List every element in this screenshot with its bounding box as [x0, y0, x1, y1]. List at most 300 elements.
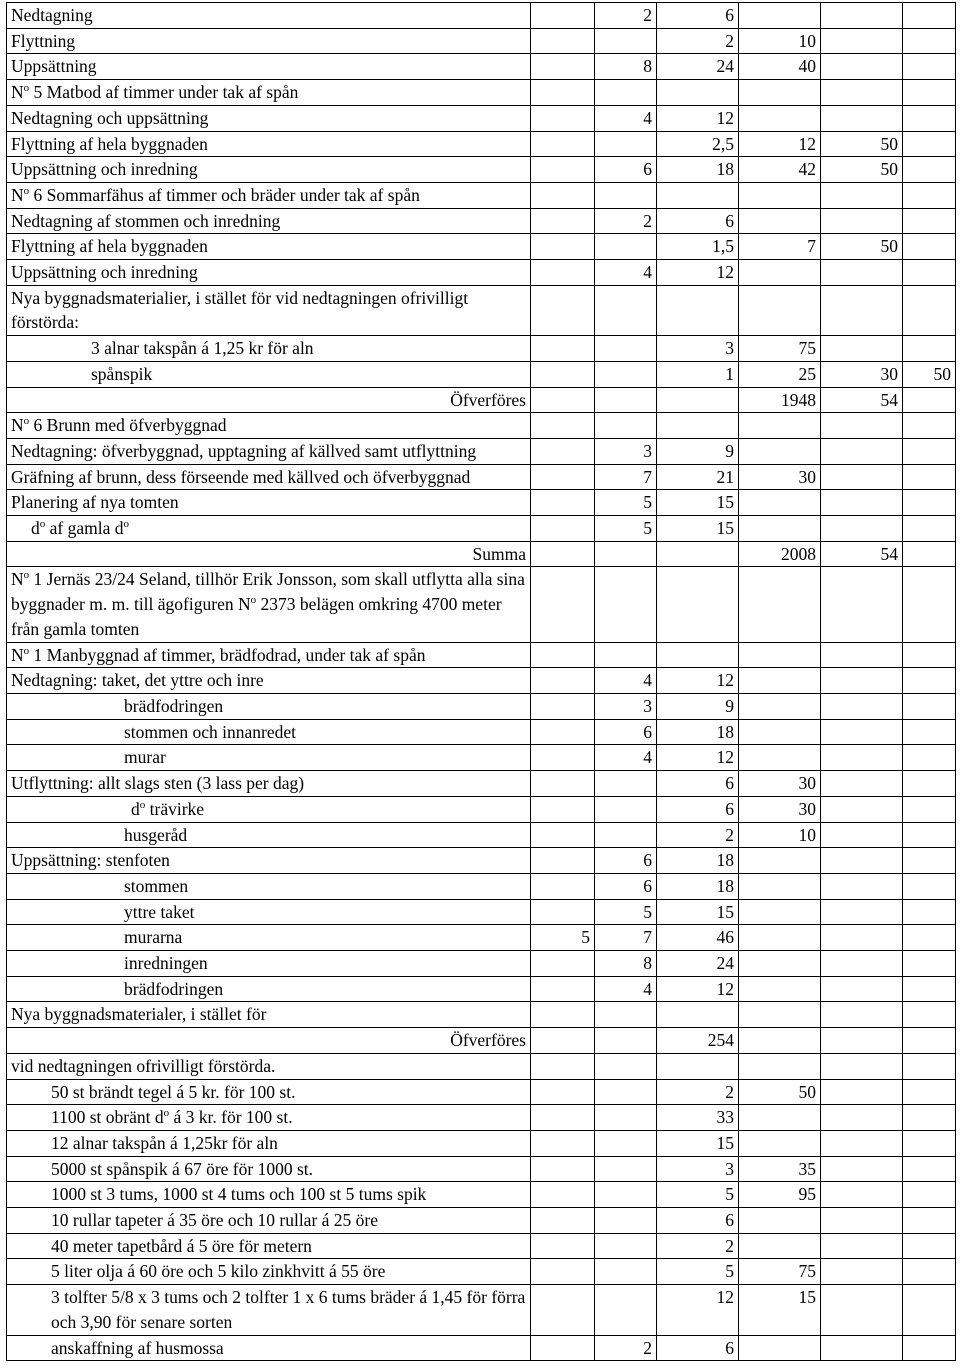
amount-cell: 12 — [657, 1285, 739, 1335]
item-description: 1100 st obränt $d^o$ á 3 kr. för 100 st. — [7, 1105, 531, 1131]
amount-cell: 12 — [657, 745, 739, 771]
amount-cell: 95 — [739, 1182, 821, 1208]
amount-cell — [531, 234, 595, 260]
amount-cell — [821, 796, 903, 822]
amount-cell: 3 — [595, 438, 657, 464]
amount-cell — [821, 951, 903, 977]
amount-cell — [903, 976, 956, 1002]
amount-cell — [595, 336, 657, 362]
amount-cell — [903, 1053, 956, 1079]
amount-cell — [531, 1182, 595, 1208]
amount-cell: 30 — [739, 771, 821, 797]
amount-cell — [903, 719, 956, 745]
amount-cell — [739, 951, 821, 977]
ledger-row — [7, 1233, 956, 1259]
amount-cell — [739, 105, 821, 131]
ledger-row — [7, 438, 956, 464]
amount-cell — [739, 208, 821, 234]
amount-cell — [739, 1233, 821, 1259]
amount-cell — [903, 1259, 956, 1285]
ledger-row — [7, 541, 956, 567]
item-description: $N^o$ 5 Matbod af timmer under tak af spån — [7, 80, 531, 106]
item-description: Öfverföres — [7, 387, 531, 413]
amount-cell — [821, 1208, 903, 1234]
amount-cell — [531, 951, 595, 977]
amount-cell — [821, 1053, 903, 1079]
ledger-row — [7, 1156, 956, 1182]
amount-cell — [903, 28, 956, 54]
item-description: Uppsättning och inredning — [7, 260, 531, 286]
amount-cell: 4 — [595, 260, 657, 286]
amount-cell: 10 — [739, 822, 821, 848]
amount-cell — [739, 668, 821, 694]
amount-cell — [739, 1053, 821, 1079]
amount-cell: 50 — [903, 361, 956, 387]
amount-cell — [739, 285, 821, 335]
amount-cell — [657, 182, 739, 208]
amount-cell — [531, 541, 595, 567]
amount-cell — [903, 1156, 956, 1182]
amount-cell — [595, 387, 657, 413]
amount-cell — [903, 1233, 956, 1259]
amount-cell — [595, 1028, 657, 1054]
amount-cell — [739, 1130, 821, 1156]
amount-cell — [531, 208, 595, 234]
item-description: 50 st brändt tegel á 5 kr. för 100 st. — [7, 1079, 531, 1105]
amount-cell — [531, 1105, 595, 1131]
amount-cell — [903, 285, 956, 335]
amount-cell — [657, 1002, 739, 1028]
item-description: vid nedtagningen ofrivilligt förstörda. — [7, 1053, 531, 1079]
amount-cell: 33 — [657, 1105, 739, 1131]
amount-cell: 42 — [739, 157, 821, 183]
amount-cell — [903, 822, 956, 848]
amount-cell: 6 — [657, 1335, 739, 1361]
amount-cell — [739, 516, 821, 542]
amount-cell — [531, 693, 595, 719]
amount-cell — [821, 516, 903, 542]
amount-cell: 3 — [595, 693, 657, 719]
item-description: stommen och innanredet — [7, 719, 531, 745]
amount-cell: 75 — [739, 1259, 821, 1285]
amount-cell — [531, 131, 595, 157]
amount-cell — [531, 1285, 595, 1335]
amount-cell — [657, 642, 739, 668]
amount-cell: 6 — [657, 796, 739, 822]
amount-cell — [531, 1028, 595, 1054]
amount-cell: 2 — [595, 3, 657, 29]
amount-cell — [531, 3, 595, 29]
amount-cell — [821, 642, 903, 668]
amount-cell — [739, 925, 821, 951]
amount-cell — [595, 1079, 657, 1105]
amount-cell — [903, 567, 956, 642]
amount-cell: 12 — [657, 260, 739, 286]
amount-cell: 8 — [595, 951, 657, 977]
ledger-row — [7, 976, 956, 1002]
amount-cell — [595, 1130, 657, 1156]
amount-cell: 18 — [657, 157, 739, 183]
amount-cell: 75 — [739, 336, 821, 362]
amount-cell — [903, 1285, 956, 1335]
amount-cell — [821, 822, 903, 848]
amount-cell — [821, 668, 903, 694]
amount-cell — [595, 1208, 657, 1234]
amount-cell — [739, 1028, 821, 1054]
amount-cell — [531, 105, 595, 131]
item-description: 3 tolfter 5/8 x 3 tums och 2 tolfter 1 x 6 tums bräder á 1,45 för förra och 3,90 för senare sorten — [7, 1285, 531, 1335]
amount-cell: 2008 — [739, 541, 821, 567]
item-description: Nedtagning — [7, 3, 531, 29]
ledger-row — [7, 413, 956, 439]
ledger-row — [7, 1208, 956, 1234]
amount-cell: 5 — [657, 1182, 739, 1208]
ledger-row — [7, 567, 956, 642]
amount-cell — [531, 413, 595, 439]
item-description: Summa — [7, 541, 531, 567]
amount-cell — [903, 848, 956, 874]
amount-cell — [595, 1182, 657, 1208]
item-description: 3 alnar takspån á 1,25 kr för aln — [7, 336, 531, 362]
amount-cell: 30 — [739, 796, 821, 822]
amount-cell — [739, 693, 821, 719]
amount-cell — [903, 438, 956, 464]
amount-cell: 2 — [657, 28, 739, 54]
ledger-row — [7, 1285, 956, 1335]
amount-cell: 25 — [739, 361, 821, 387]
amount-cell: 6 — [595, 719, 657, 745]
ledger-row — [7, 693, 956, 719]
amount-cell: 7 — [739, 234, 821, 260]
amount-cell — [903, 105, 956, 131]
amount-cell — [903, 771, 956, 797]
amount-cell — [903, 234, 956, 260]
item-description: 5 liter olja á 60 öre och 5 kilo zinkhvitt á 55 öre — [7, 1259, 531, 1285]
amount-cell: 12 — [657, 105, 739, 131]
amount-cell: 24 — [657, 951, 739, 977]
amount-cell — [821, 1335, 903, 1361]
ledger-row — [7, 899, 956, 925]
item-description: Nya byggnadsmaterialer, i stället för — [7, 1002, 531, 1028]
amount-cell — [531, 899, 595, 925]
item-description: Gräfning af brunn, dess förseende med källved och öfverbyggnad — [7, 464, 531, 490]
amount-cell: 5 — [595, 490, 657, 516]
amount-cell — [821, 1105, 903, 1131]
amount-cell: 6 — [595, 848, 657, 874]
amount-cell — [531, 1259, 595, 1285]
amount-cell — [531, 1156, 595, 1182]
amount-cell — [739, 1002, 821, 1028]
amount-cell — [739, 3, 821, 29]
amount-cell — [903, 1079, 956, 1105]
amount-cell — [903, 490, 956, 516]
amount-cell: 50 — [821, 157, 903, 183]
amount-cell — [821, 719, 903, 745]
amount-cell — [531, 668, 595, 694]
amount-cell — [821, 873, 903, 899]
ledger-row — [7, 822, 956, 848]
amount-cell: 7 — [595, 925, 657, 951]
ledger-row — [7, 1335, 956, 1361]
amount-cell: 5 — [595, 516, 657, 542]
amount-cell — [739, 438, 821, 464]
amount-cell — [595, 796, 657, 822]
ledger-row — [7, 208, 956, 234]
ledger-row — [7, 1259, 956, 1285]
amount-cell — [821, 925, 903, 951]
ledger-row — [7, 1002, 956, 1028]
amount-cell — [531, 1053, 595, 1079]
amount-cell — [531, 719, 595, 745]
amount-cell — [903, 208, 956, 234]
ledger-row — [7, 668, 956, 694]
amount-cell: 254 — [657, 1028, 739, 1054]
amount-cell — [657, 541, 739, 567]
amount-cell — [903, 464, 956, 490]
amount-cell — [821, 1028, 903, 1054]
amount-cell — [739, 1105, 821, 1131]
amount-cell — [903, 387, 956, 413]
amount-cell — [903, 516, 956, 542]
amount-cell — [531, 1233, 595, 1259]
amount-cell — [531, 567, 595, 642]
amount-cell — [531, 1335, 595, 1361]
amount-cell — [657, 1053, 739, 1079]
amount-cell: 12 — [657, 668, 739, 694]
amount-cell — [657, 285, 739, 335]
ledger-row — [7, 1105, 956, 1131]
amount-cell: 54 — [821, 387, 903, 413]
amount-cell — [821, 490, 903, 516]
amount-cell — [821, 1233, 903, 1259]
amount-cell — [595, 822, 657, 848]
amount-cell — [657, 413, 739, 439]
item-description: 12 alnar takspån á 1,25kr för aln — [7, 1130, 531, 1156]
item-description: Uppsättning — [7, 54, 531, 80]
amount-cell: 8 — [595, 54, 657, 80]
ledger-row — [7, 182, 956, 208]
amount-cell: 18 — [657, 719, 739, 745]
ledger-row — [7, 848, 956, 874]
amount-cell: 24 — [657, 54, 739, 80]
amount-cell: 50 — [821, 234, 903, 260]
amount-cell: 30 — [739, 464, 821, 490]
amount-cell — [531, 771, 595, 797]
amount-cell — [531, 260, 595, 286]
amount-cell — [531, 873, 595, 899]
item-description: Nedtagning: taket, det yttre och inre — [7, 668, 531, 694]
amount-cell — [903, 1028, 956, 1054]
amount-cell — [595, 1233, 657, 1259]
amount-cell — [531, 745, 595, 771]
amount-cell — [739, 413, 821, 439]
amount-cell — [531, 642, 595, 668]
item-description: husgeråd — [7, 822, 531, 848]
amount-cell: 35 — [739, 1156, 821, 1182]
amount-cell — [739, 182, 821, 208]
amount-cell: 54 — [821, 541, 903, 567]
amount-cell — [821, 438, 903, 464]
amount-cell — [903, 796, 956, 822]
amount-cell — [903, 951, 956, 977]
amount-cell — [903, 413, 956, 439]
amount-cell: 5 — [595, 899, 657, 925]
amount-cell — [531, 285, 595, 335]
amount-cell: 4 — [595, 976, 657, 1002]
ledger-row — [7, 234, 956, 260]
amount-cell — [821, 1079, 903, 1105]
ledger-row — [7, 516, 956, 542]
amount-cell — [531, 464, 595, 490]
amount-cell — [821, 208, 903, 234]
amount-cell — [531, 516, 595, 542]
amount-cell — [821, 105, 903, 131]
amount-cell — [903, 693, 956, 719]
amount-cell: 15 — [657, 516, 739, 542]
amount-cell: 2 — [657, 1233, 739, 1259]
amount-cell: 6 — [657, 1208, 739, 1234]
item-description: Nedtagning och uppsättning — [7, 105, 531, 131]
amount-cell: 5 — [531, 925, 595, 951]
amount-cell — [903, 873, 956, 899]
ledger-row — [7, 951, 956, 977]
amount-cell — [595, 771, 657, 797]
amount-cell: 50 — [739, 1079, 821, 1105]
item-description: 1000 st 3 tums, 1000 st 4 tums och 100 st 5 tums spik — [7, 1182, 531, 1208]
amount-cell — [903, 668, 956, 694]
ledger-row — [7, 719, 956, 745]
amount-cell — [739, 873, 821, 899]
ledger-row — [7, 873, 956, 899]
amount-cell: 6 — [595, 157, 657, 183]
amount-cell: 4 — [595, 668, 657, 694]
ledger-row — [7, 642, 956, 668]
amount-cell — [903, 260, 956, 286]
item-description: 10 rullar tapeter á 35 öre och 10 rullar á 25 öre — [7, 1208, 531, 1234]
ledger-row — [7, 285, 956, 335]
amount-cell — [739, 260, 821, 286]
amount-cell — [739, 976, 821, 1002]
item-description: murarna — [7, 925, 531, 951]
amount-cell — [595, 1053, 657, 1079]
amount-cell: 1 — [657, 361, 739, 387]
amount-cell — [739, 848, 821, 874]
ledger-body — [7, 3, 956, 1361]
amount-cell: 3 — [657, 1156, 739, 1182]
item-description: $N^o$ 1 Jernäs 23/24 Seland, tillhör Erik Jonsson, som skall utflytta alla sina byggnader m. m. till ägofiguren $N^o$ 2373 belägen omkring 4700 meter från gamla tomten — [7, 567, 531, 642]
amount-cell — [531, 387, 595, 413]
amount-cell — [531, 157, 595, 183]
ledger-row — [7, 361, 956, 387]
amount-cell: 4 — [595, 105, 657, 131]
amount-cell — [821, 899, 903, 925]
amount-cell — [821, 464, 903, 490]
amount-cell — [531, 28, 595, 54]
amount-cell — [739, 642, 821, 668]
amount-cell — [903, 1130, 956, 1156]
item-description: 5000 st spånspik á 67 öre för 1000 st. — [7, 1156, 531, 1182]
amount-cell — [657, 387, 739, 413]
amount-cell: 15 — [657, 1130, 739, 1156]
ledger-row — [7, 796, 956, 822]
amount-cell — [903, 54, 956, 80]
amount-cell — [595, 80, 657, 106]
amount-cell — [595, 567, 657, 642]
amount-cell — [739, 719, 821, 745]
amount-cell: 6 — [657, 3, 739, 29]
amount-cell — [531, 438, 595, 464]
amount-cell — [903, 336, 956, 362]
item-description: Planering af nya tomten — [7, 490, 531, 516]
amount-cell — [595, 182, 657, 208]
amount-cell — [657, 80, 739, 106]
amount-cell — [595, 1259, 657, 1285]
item-description: stommen — [7, 873, 531, 899]
amount-cell — [595, 28, 657, 54]
ledger-row — [7, 131, 956, 157]
ledger-row — [7, 105, 956, 131]
amount-cell: 6 — [595, 873, 657, 899]
ledger-row — [7, 260, 956, 286]
ledger-row — [7, 28, 956, 54]
amount-cell — [903, 182, 956, 208]
ledger-row — [7, 1130, 956, 1156]
amount-cell — [531, 54, 595, 80]
amount-cell: 9 — [657, 693, 739, 719]
item-description: Uppsättning och inredning — [7, 157, 531, 183]
ledger-row — [7, 464, 956, 490]
amount-cell: 12 — [657, 976, 739, 1002]
amount-cell — [821, 1182, 903, 1208]
ledger-row — [7, 1182, 956, 1208]
amount-cell: 5 — [657, 1259, 739, 1285]
amount-cell — [903, 1208, 956, 1234]
amount-cell — [821, 54, 903, 80]
amount-cell — [821, 1156, 903, 1182]
amount-cell — [821, 848, 903, 874]
ledger-row — [7, 157, 956, 183]
amount-cell — [739, 1208, 821, 1234]
item-description: Flyttning — [7, 28, 531, 54]
amount-cell — [821, 182, 903, 208]
amount-cell: 2 — [657, 822, 739, 848]
item-description: Nedtagning: öfverbyggnad, upptagning af källved samt utflyttning — [7, 438, 531, 464]
amount-cell — [903, 541, 956, 567]
amount-cell — [821, 1130, 903, 1156]
ledger-row — [7, 387, 956, 413]
amount-cell: 4 — [595, 745, 657, 771]
amount-cell — [739, 1335, 821, 1361]
ledger-row — [7, 745, 956, 771]
amount-cell: 9 — [657, 438, 739, 464]
amount-cell — [739, 80, 821, 106]
amount-cell: 12 — [739, 131, 821, 157]
item-description: spånspik — [7, 361, 531, 387]
amount-cell — [531, 1002, 595, 1028]
ledger-row — [7, 80, 956, 106]
ledger-row — [7, 336, 956, 362]
amount-cell — [595, 131, 657, 157]
amount-cell: 6 — [657, 771, 739, 797]
amount-cell — [821, 285, 903, 335]
amount-cell — [531, 80, 595, 106]
amount-cell: 15 — [657, 899, 739, 925]
amount-cell — [531, 976, 595, 1002]
item-description: inredningen — [7, 951, 531, 977]
amount-cell: 18 — [657, 873, 739, 899]
amount-cell — [595, 285, 657, 335]
amount-cell — [821, 1259, 903, 1285]
